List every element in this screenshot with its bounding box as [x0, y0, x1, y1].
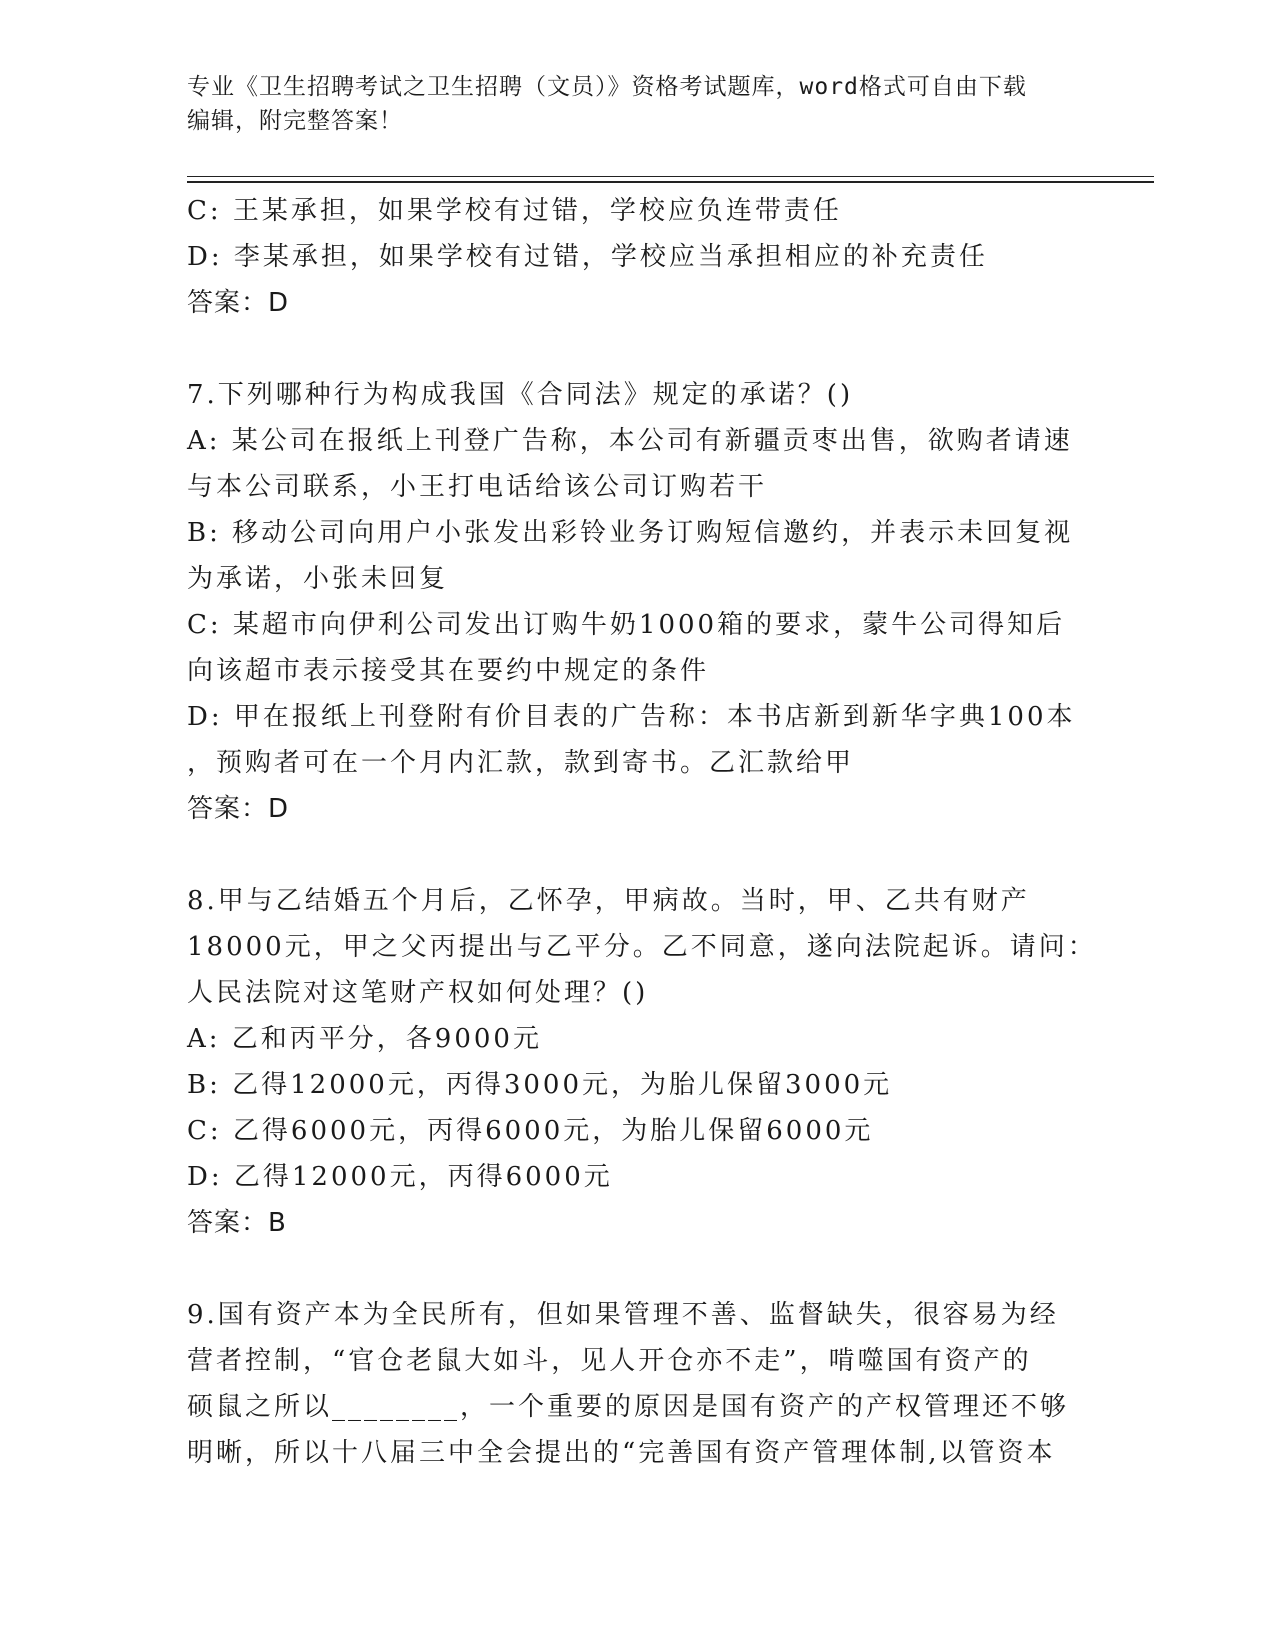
q8-option-d: D: 乙得12000元，丙得6000元: [187, 1162, 613, 1192]
spacer: [187, 326, 1087, 372]
q7-option-b-cont: 为承诺，小张未回复: [187, 564, 449, 594]
spacer: [187, 1246, 1087, 1292]
q8-stem-3: 人民法院对这笔财产权如何处理？(): [187, 978, 649, 1008]
header-divider-thick: [187, 181, 1154, 183]
q9-stem-4: 明晰，所以十八届三中全会提出的“完善国有资产管理体制,以管资本: [187, 1438, 1056, 1468]
q8-stem-1: 8.甲与乙结婚五个月后，乙怀孕，甲病故。当时，甲、乙共有财产: [187, 886, 1030, 916]
q8-answer: 答案：B: [187, 1208, 287, 1238]
q7-stem: 7.下列哪种行为构成我国《合同法》规定的承诺？(): [187, 380, 854, 410]
q8-option-b: B: 乙得12000元，丙得3000元，为胎儿保留3000元: [187, 1070, 893, 1100]
q7-option-c-cont: 向该超市表示接受其在要约中规定的条件: [187, 656, 710, 686]
q9-stem-2: 营者控制，“官仓老鼠大如斗，见人开仓亦不走”，啃噬国有资产的: [187, 1346, 1032, 1376]
q9-stem-1: 9.国有资产本为全民所有，但如果管理不善、监督缺失，很容易为经: [187, 1300, 1059, 1330]
document-header: [187, 70, 1067, 138]
q7-option-c: C: 某超市向伊利公司发出订购牛奶1000箱的要求，蒙牛公司得知后: [187, 610, 1066, 640]
q7-option-a-cont: 与本公司联系，小王打电话给该公司订购若干: [187, 472, 768, 502]
header-line-1: 专业《卫生招聘考试之卫生招聘（文员）》资格考试题库，word格式可自由下载: [187, 74, 1027, 100]
q8-stem-2: 18000元，甲之父丙提出与乙平分。乙不同意，遂向法院起诉。请问：: [187, 932, 1097, 962]
question-8: [187, 878, 1097, 1246]
q8-option-a: A: 乙和丙平分，各9000元: [187, 1024, 542, 1054]
header-divider-thin: [187, 176, 1154, 177]
q7-option-b: B: 移动公司向用户小张发出彩铃业务订购短信邀约，并表示未回复视: [187, 518, 1074, 548]
question-7: [187, 372, 1087, 832]
q6-answer: 答案：D: [187, 288, 290, 318]
q8-option-c: C: 乙得6000元，丙得6000元，为胎儿保留6000元: [187, 1116, 874, 1146]
q7-answer: 答案：D: [187, 794, 290, 824]
question-9: [187, 1292, 1087, 1476]
spacer: [187, 832, 1087, 878]
q6-option-d: D: 李某承担，如果学校有过错，学校应当承担相应的补充责任: [187, 242, 988, 272]
q7-option-d-cont: ，预购者可在一个月内汇款，款到寄书。乙汇款给甲: [187, 748, 855, 778]
header-line-2: 编辑，附完整答案！: [187, 108, 403, 134]
q7-option-a: A: 某公司在报纸上刊登广告称，本公司有新疆贡枣出售，欲购者请速: [187, 426, 1073, 456]
q7-option-d: D: 甲在报纸上刊登附有价目表的广告称：本书店新到新华字典100本: [187, 702, 1076, 732]
question-content: [187, 188, 1097, 1476]
question-6-tail: [187, 188, 1087, 326]
q6-option-c: C: 王某承担，如果学校有过错，学校应负连带责任: [187, 196, 842, 226]
q9-stem-3: 硕鼠之所以________，一个重要的原因是国有资产的产权管理还不够: [187, 1392, 1070, 1422]
